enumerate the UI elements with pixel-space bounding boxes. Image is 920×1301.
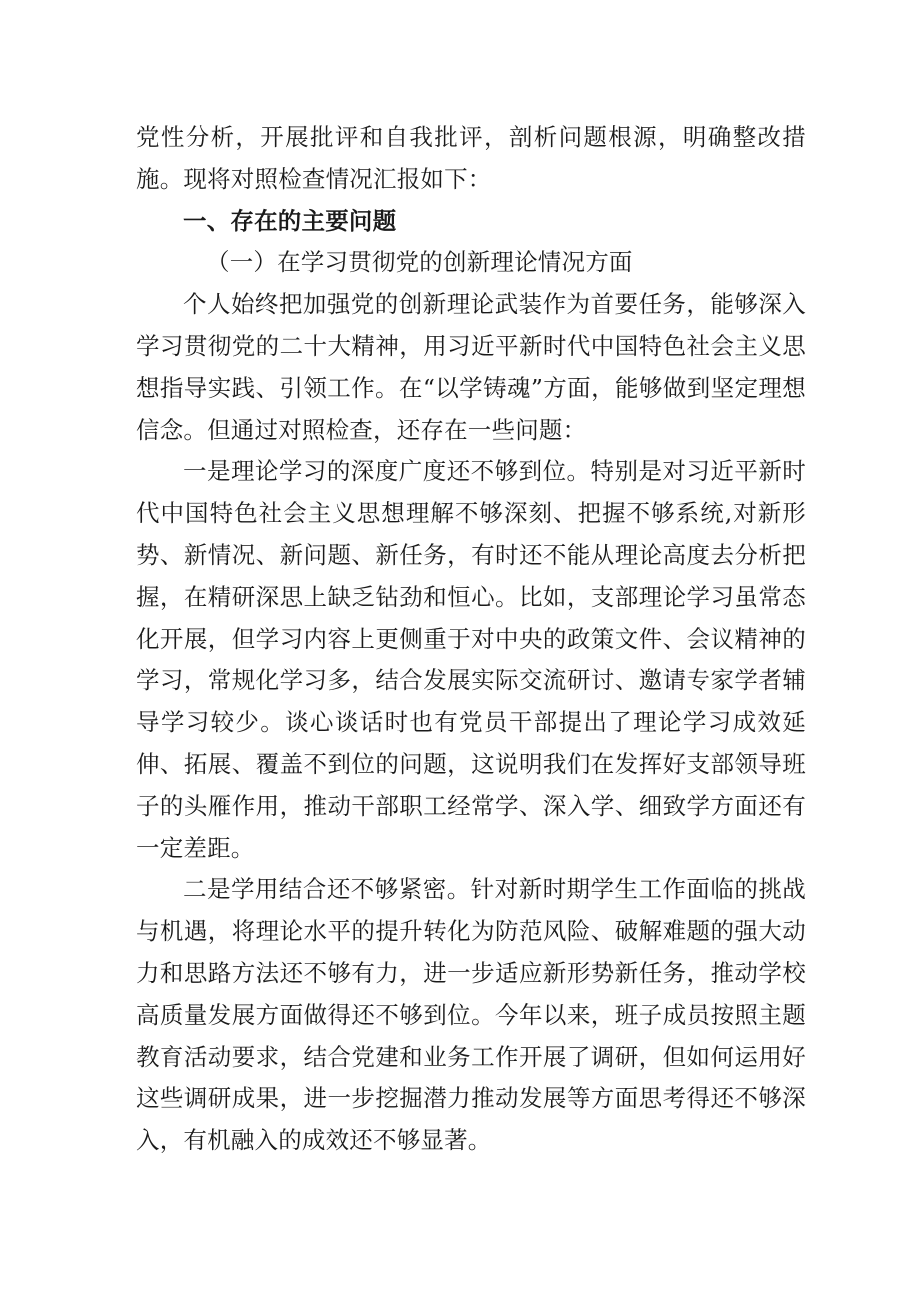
body-paragraph-2: 一是理论学习的深度广度还不够到位。特别是对习近平新时代中国特色社会主义思想理解不够深刻、把握不够系统,对新形势、新情况、新问题、新任务，有时还不能从理论高度去分析把握，在精研深思上缺乏钻劲和恒心。比如，支部理论学习虽常态化开展，但学习内容上更侧重于对中央的政策文件、会议精神的学习，常规化学习多，结合发展实际交流研讨、邀请专家学者辅导学习较少。谈心谈话时也有党员干部提出了理论学习成效延伸、拓展、覆盖不到位的问题，这说明我们在发挥好支部领导班子的头雁作用，推动干部职工经常学、深入学、细致学方面还有一定差距。 (136, 457, 806, 862)
body-paragraph-1: 个人始终把加强党的创新理论武装作为首要任务，能够深入学习贯彻党的二十大精神，用习近平新时代中国特色社会主义思想指导实践、引领工作。在“以学铸魂”方面，能够做到坚定理想信念。但通过对照检查，还存在一些问题： (136, 290, 806, 444)
intro-paragraph: 党性分析，开展批评和自我批评，剖析问题根源，明确整改措施。现将对照检查情况汇报如下： (136, 123, 806, 193)
body-paragraph-3: 二是学用结合还不够紧密。针对新时期学生工作面临的挑战与机遇，将理论水平的提升转化为防范风险、破解难题的强大动力和思路方法还不够有力，进一步适应新形势新任务，推动学校高质量发展方面做得还不够到位。今年以来，班子成员按照主题教育活动要求，结合党建和业务工作开展了调研，但如何运用好这些调研成果，进一步挖掘潜力推动发展等方面思考得还不够深入，有机融入的成效还不够显著。 (136, 875, 806, 1155)
subsection-heading: （一）在学习贯彻党的创新理论情况方面 (206, 248, 633, 277)
section-heading: 一、存在的主要问题 (183, 206, 397, 235)
document-body (136, 117, 806, 1162)
